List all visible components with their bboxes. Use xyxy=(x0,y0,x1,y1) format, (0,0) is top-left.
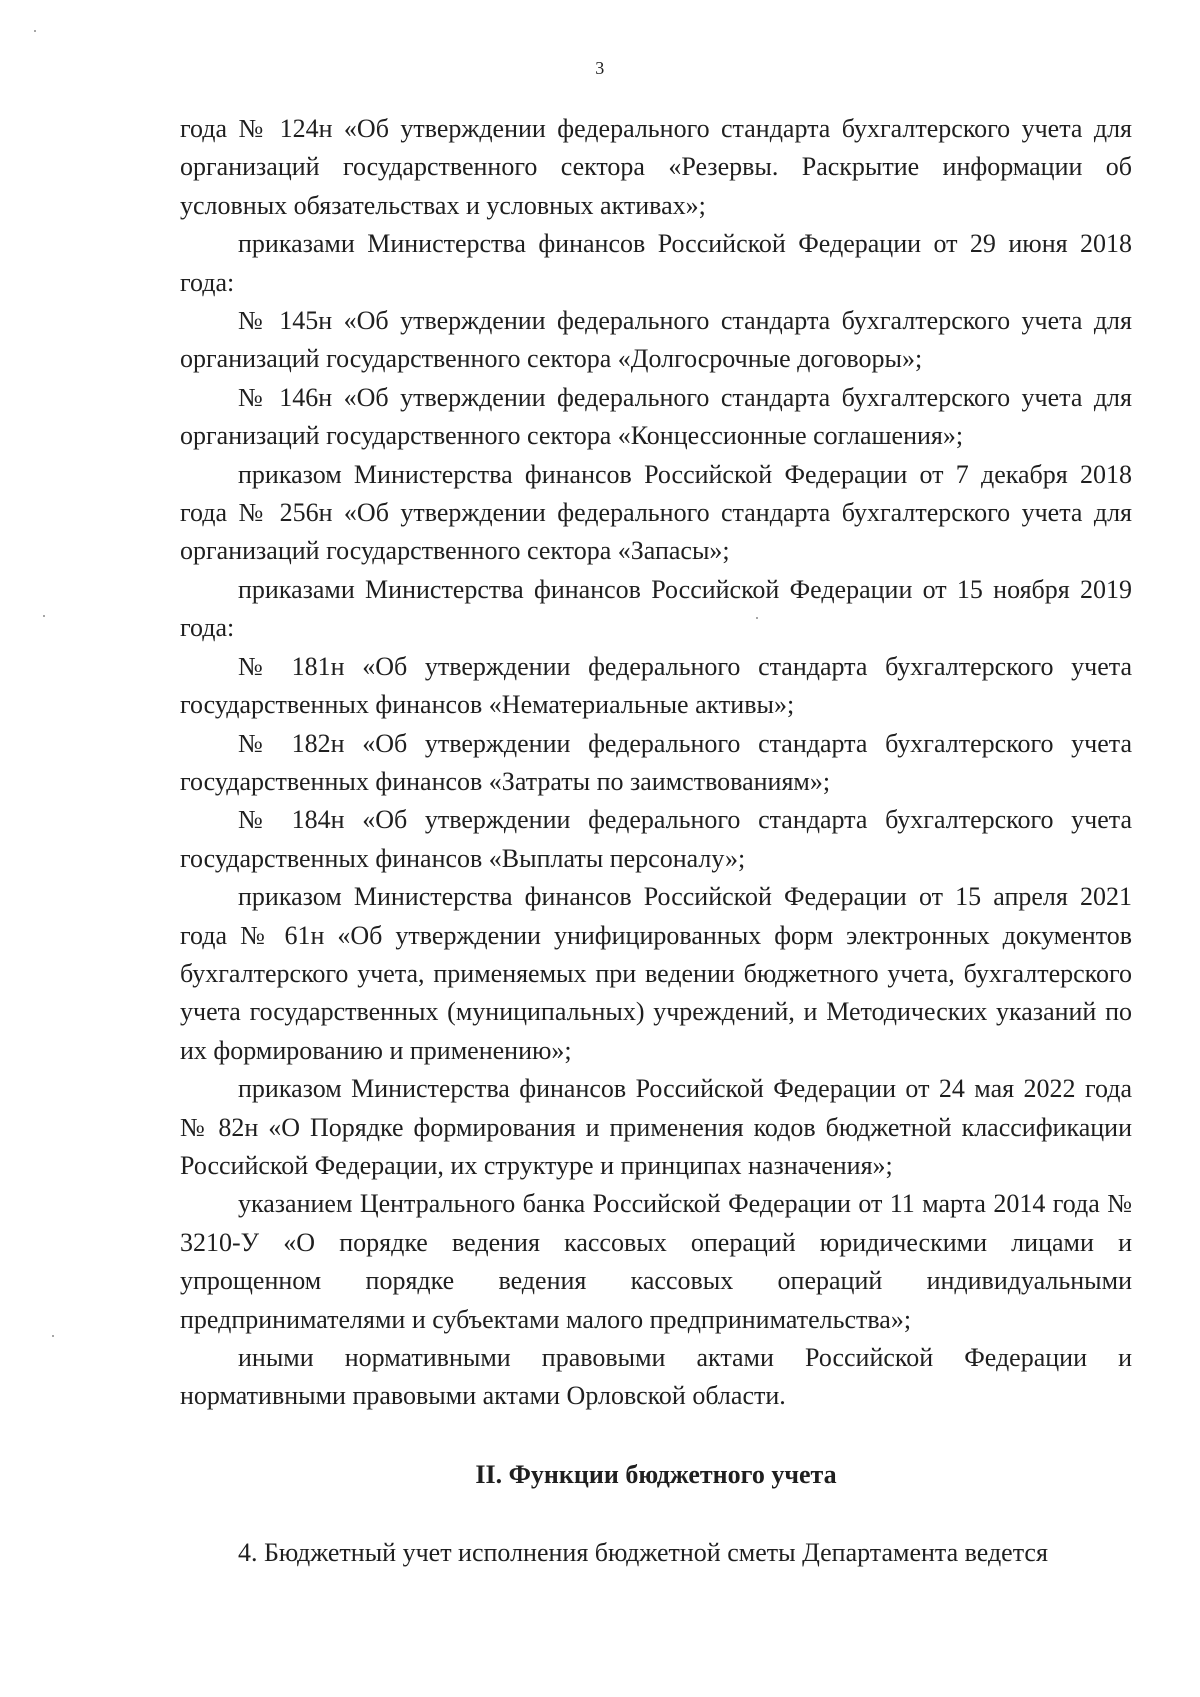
paragraph: № 182н «Об утверждении федерального стандарта бухгалтерского учета государственных финансов «Затраты по заимствованиям»; xyxy=(180,728,1132,796)
paragraph: года № 124н «Об утверждении федерального стандарта бухгалтерского учета для организаций государственного сектора «Резервы. Раскрытие информации об условных обязательствах и условных активах»; xyxy=(180,114,1132,220)
paragraph: указанием Центрального банка Российской Федерации от 11 марта 2014 года № 3210-У «О порядке ведения кассовых операций юридическими лицами и упрощенном порядке ведения кассовых операций индивидуальными предпринимателями и субъектами малого предпринимательства»; xyxy=(180,1189,1132,1334)
paragraph: № 181н «Об утверждении федерального стандарта бухгалтерского учета государственных финансов «Нематериальные активы»; xyxy=(180,651,1132,720)
paragraph: приказами Министерства финансов Российской Федерации от 29 июня 2018 года: xyxy=(180,229,1132,297)
document-body xyxy=(180,110,1132,1573)
paragraph: приказами Министерства финансов Российской Федерации от 15 ноября 2019 года: xyxy=(180,574,1132,643)
paragraph: иными нормативными правовыми актами Российской Федерации и нормативными правовыми актами Орловской области. xyxy=(180,1343,1132,1411)
scan-speck xyxy=(43,615,45,617)
scan-speck xyxy=(34,30,36,32)
scan-speck xyxy=(52,1335,54,1337)
section-heading: II. Функции бюджетного учета xyxy=(475,1459,837,1489)
paragraph: № 145н «Об утверждении федерального стандарта бухгалтерского учета для организаций государственного сектора «Долгосрочные договоры»; xyxy=(180,306,1132,374)
paragraph: приказом Министерства финансов Российской Федерации от 15 апреля 2021 года № 61н «Об утверждении унифицированных форм электронных документов бухгалтерского учета, применяемых при ведении бюджетного учета, бухгалтерского учета государственных (муниципальных) учреждений, и Методических указаний по их формированию и применению»; xyxy=(180,882,1132,1065)
scan-speck xyxy=(756,617,758,619)
paragraph: приказом Министерства финансов Российской Федерации от 7 декабря 2018 года № 256н «Об утверждении федерального стандарта бухгалтерского учета для организаций государственного сектора «Запасы»; xyxy=(180,459,1132,566)
paragraph: приказом Министерства финансов Российской Федерации от 24 мая 2022 года № 82н «О Порядке формирования и применения кодов бюджетной классификации Российской Федерации, их структуре и принципах назначения»; xyxy=(180,1074,1132,1180)
paragraph: № 184н «Об утверждении федерального стандарта бухгалтерского учета государственных финансов «Выплаты персоналу»; xyxy=(180,805,1132,873)
paragraph: 4. Бюджетный учет исполнения бюджетной сметы Департамента ведется xyxy=(238,1538,1048,1568)
page-number: 3 xyxy=(595,58,605,78)
paragraph: № 146н «Об утверждении федерального стандарта бухгалтерского учета для организаций государственного сектора «Концессионные соглашения»; xyxy=(180,382,1132,451)
